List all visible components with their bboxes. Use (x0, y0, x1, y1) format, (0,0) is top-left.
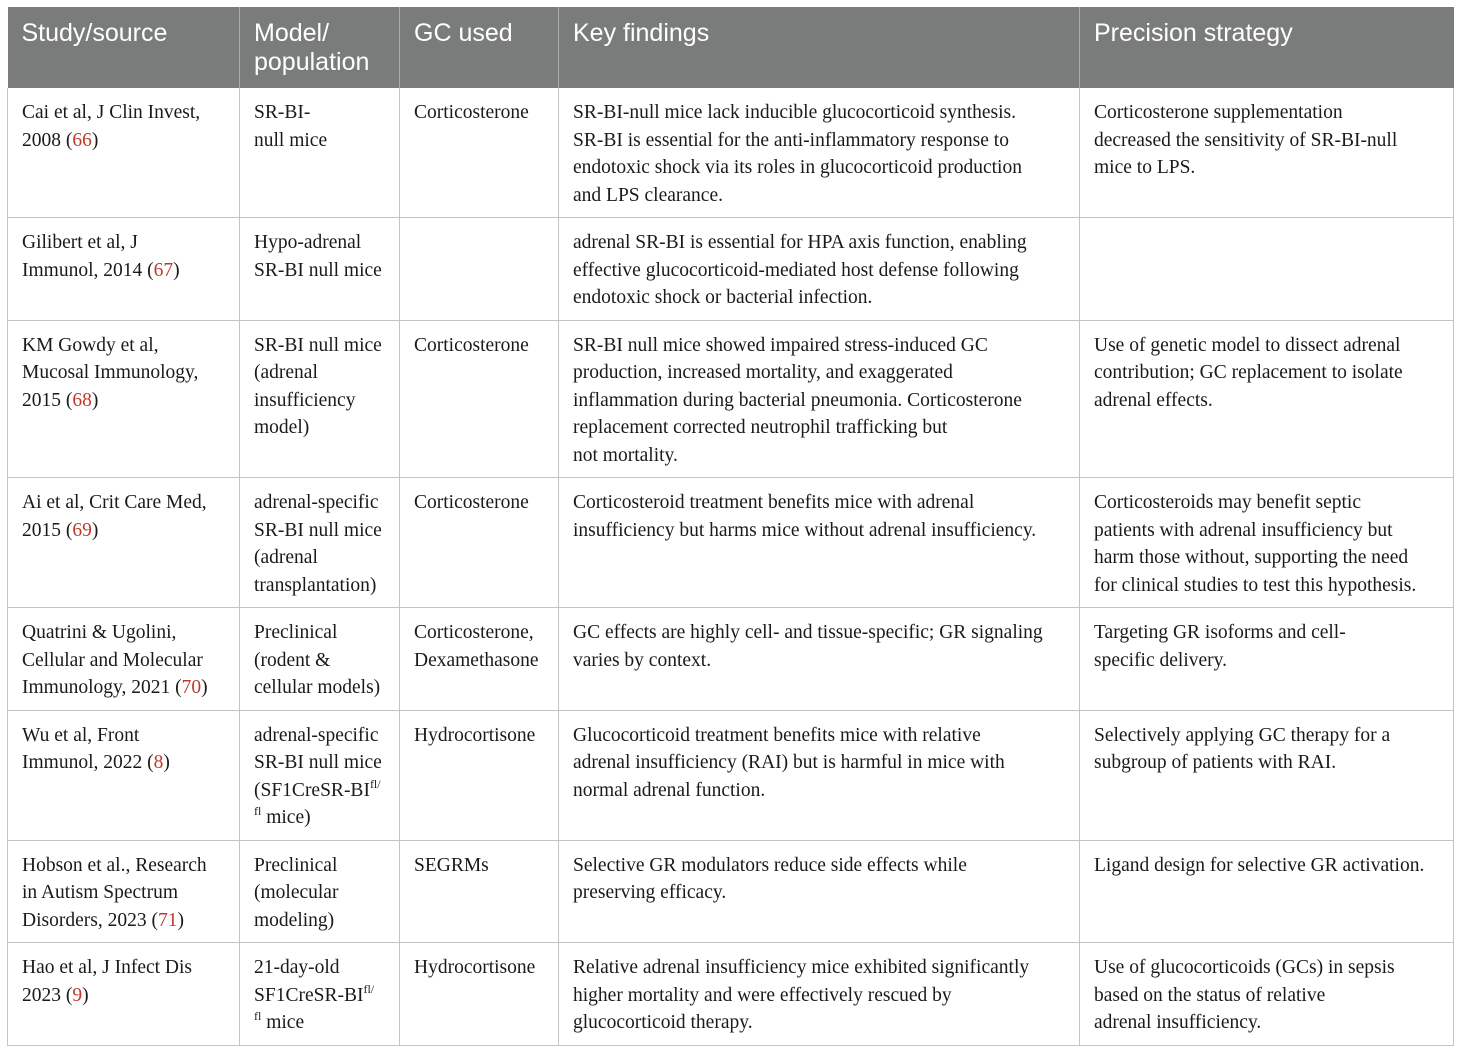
cell-model-population (240, 88, 400, 218)
cell-model-population (240, 840, 400, 943)
header-key-findings: Key findings (559, 7, 1080, 88)
cell-precision-strategy (1080, 88, 1454, 218)
model-line: SR-BI- (254, 102, 311, 123)
strategy-line: Ligand design for selective GR activation. (1094, 854, 1425, 876)
header-model-population-line: Model/ (254, 19, 330, 47)
model-line: SR-BI null mice (254, 752, 382, 773)
reference-number: 67 (153, 259, 174, 281)
cell-precision-strategy (1080, 478, 1454, 608)
strategy-line: patients with adrenal insufficiency but (1094, 519, 1393, 541)
model-line: adrenal-specific (254, 492, 379, 513)
header-gc-used: GC used (400, 7, 559, 88)
study-line: KM Gowdy et al, (22, 334, 159, 356)
strategy-line: adrenal insufficiency. (1094, 1012, 1262, 1033)
findings-line: varies by context. (573, 649, 712, 671)
cell-gc-used (400, 943, 559, 1046)
cell-study-source (8, 710, 240, 840)
findings-line: inflammation during bacterial pneumonia. Corticosterone (573, 389, 1022, 411)
findings-line: higher mortality and were effectively rescued by (573, 984, 952, 1006)
cell-gc-used (400, 320, 559, 478)
cell-study-source (8, 320, 240, 478)
table-row (8, 840, 1454, 943)
strategy-line: for clinical studies to test this hypothesis. (1094, 574, 1417, 596)
strategy-line: contribution; GC replacement to isolate (1094, 362, 1403, 383)
cell-study-source (8, 478, 240, 608)
header-precision-strategy: Precision strategy (1080, 7, 1454, 88)
gc-line: Corticosterone (414, 334, 529, 356)
reference-number: 70 (181, 677, 202, 698)
strategy-line: Corticosterone supplementation (1094, 102, 1343, 123)
gc-line: Corticosterone (414, 492, 529, 513)
study-line: Cai et al, J Clin Invest, (22, 102, 201, 123)
study-line: Cellular and Molecular (22, 649, 203, 671)
cell-key-findings (559, 840, 1080, 943)
table-row (8, 608, 1454, 711)
reference-number: 68 (72, 389, 92, 411)
cell-precision-strategy (1080, 840, 1454, 943)
model-line: (molecular (254, 882, 339, 903)
study-line: Hobson et al., Research (22, 854, 207, 876)
model-line: insufficiency (254, 389, 356, 411)
findings-line: effective glucocorticoid-mediated host defense following (573, 259, 1019, 281)
model-line: SR-BI null mice (254, 519, 382, 541)
cell-study-source (8, 608, 240, 711)
header-model-population-line: population (254, 48, 370, 76)
model-superscript: fl (254, 1009, 262, 1023)
study-line: Immunology, 2021 (70) (22, 677, 208, 698)
strategy-line: decreased the sensitivity of SR-BI-null (1094, 129, 1398, 151)
model-line: (adrenal (254, 362, 318, 383)
cell-precision-strategy (1080, 943, 1454, 1046)
gc-line: Hydrocortisone (414, 957, 536, 978)
model-line: (rodent & (254, 649, 331, 671)
cell-study-source (8, 943, 240, 1046)
study-line: Immunol, 2014 (67) (22, 259, 180, 281)
reference-number: 9 (72, 984, 83, 1006)
cell-model-population (240, 608, 400, 711)
model-line: ($SF1CreSR-BI^{fl/}$ (254, 776, 381, 801)
model-line: null mice (254, 129, 328, 151)
study-line: 2023 (9) (22, 984, 89, 1006)
table-row (8, 478, 1454, 608)
findings-line: endotoxic shock via its roles in glucocorticoid production (573, 157, 1022, 178)
header-row (8, 7, 1454, 88)
findings-line: replacement corrected neutrophil trafficking but (573, 417, 948, 438)
strategy-line: adrenal effects. (1094, 389, 1213, 411)
study-line: in Autism Spectrum (22, 882, 178, 903)
study-line: Mucosal Immunology, (22, 362, 199, 383)
study-line: Gilibert et al, J (22, 232, 138, 253)
model-line: $^{fl}$ mice) (254, 804, 311, 828)
cell-model-population (240, 710, 400, 840)
cell-model-population (240, 478, 400, 608)
findings-line: normal adrenal function. (573, 779, 766, 801)
model-line: model) (254, 417, 310, 438)
cell-gc-used (400, 478, 559, 608)
model-line: cellular models) (254, 677, 381, 698)
cell-precision-strategy (1080, 320, 1454, 478)
model-superscript: fl/ (369, 776, 381, 791)
study-table (7, 7, 1454, 1046)
model-line: (adrenal (254, 547, 318, 568)
gc-line: Dexamethasone (414, 649, 539, 671)
model-line: Preclinical (254, 622, 338, 643)
cell-key-findings (559, 710, 1080, 840)
gc-line: Corticosterone, (414, 622, 534, 643)
study-line: 2008 (66) (22, 129, 99, 151)
cell-study-source (8, 218, 240, 321)
cell-gc-used (400, 840, 559, 943)
model-line: modeling) (254, 909, 335, 931)
cell-gc-used (400, 710, 559, 840)
study-line: Hao et al, J Infect Dis (22, 957, 193, 978)
cell-gc-used (400, 218, 559, 321)
model-line: Preclinical (254, 854, 338, 876)
model-line: $^{fl}$ mice (254, 1009, 305, 1033)
cell-study-source (8, 88, 240, 218)
cell-model-population (240, 218, 400, 321)
findings-line: Relative adrenal insufficiency mice exhibited significantly (573, 957, 1030, 978)
findings-line: not mortality. (573, 444, 678, 466)
model-line: 21-day-old (254, 957, 340, 978)
table-header (8, 7, 1454, 88)
strategy-line: Corticosteroids may benefit septic (1094, 492, 1361, 513)
cell-key-findings (559, 608, 1080, 711)
cell-precision-strategy (1080, 608, 1454, 711)
gc-line: Corticosterone (414, 102, 529, 123)
model-line: Hypo-adrenal (254, 232, 362, 253)
reference-number: 8 (153, 752, 164, 773)
findings-line: insufficiency but harms mice without adrenal insufficiency. (573, 519, 1037, 541)
cell-model-population (240, 320, 400, 478)
findings-line: SR-BI null mice showed impaired stress-induced GC (573, 334, 988, 356)
reference-number: 69 (72, 519, 92, 541)
findings-line: Glucocorticoid treatment benefits mice with relative (573, 724, 981, 746)
header-study-source: Study/source (8, 7, 240, 88)
study-line: Quatrini & Ugolini, (22, 622, 177, 643)
study-line: 2015 (69) (22, 519, 99, 541)
model-line: SR-BI null mice (254, 334, 382, 356)
findings-line: Selective GR modulators reduce side effects while (573, 854, 967, 876)
model-line: $SF1CreSR-BI^{fl/}$ (254, 981, 375, 1006)
strategy-line: harm those without, supporting the need (1094, 547, 1409, 568)
strategy-line: Use of genetic model to dissect adrenal (1094, 334, 1401, 356)
findings-line: GC effects are highly cell- and tissue-specific; GR signaling (573, 622, 1043, 643)
findings-line: Corticosteroid treatment benefits mice with adrenal (573, 492, 975, 513)
reference-number: 71 (157, 909, 178, 931)
study-table-container (7, 7, 1453, 1046)
cell-key-findings (559, 88, 1080, 218)
model-superscript: fl/ (363, 981, 375, 996)
cell-key-findings (559, 320, 1080, 478)
strategy-line: mice to LPS. (1094, 157, 1196, 178)
reference-number: 66 (72, 129, 92, 151)
cell-study-source (8, 840, 240, 943)
table-row (8, 943, 1454, 1046)
cell-model-population (240, 943, 400, 1046)
study-line: Disorders, 2023 (71) (22, 909, 184, 931)
findings-line: production, increased mortality, and exaggerated (573, 362, 953, 383)
cell-gc-used (400, 608, 559, 711)
cell-key-findings (559, 218, 1080, 321)
cell-key-findings (559, 478, 1080, 608)
strategy-line: based on the status of relative (1094, 984, 1326, 1006)
strategy-line: Use of glucocorticoids (GCs) in sepsis (1094, 957, 1395, 978)
findings-line: preserving efficacy. (573, 882, 727, 903)
findings-line: and LPS clearance. (573, 184, 723, 206)
table-body (8, 88, 1454, 1045)
cell-precision-strategy (1080, 218, 1454, 321)
findings-line: adrenal SR-BI is essential for HPA axis function, enabling (573, 232, 1027, 253)
gc-line: Hydrocortisone (414, 724, 536, 746)
strategy-line: Targeting GR isoforms and cell- (1094, 622, 1346, 643)
study-line: 2015 (68) (22, 389, 99, 411)
study-line: Immunol, 2022 (8) (22, 752, 170, 773)
study-line: Ai et al, Crit Care Med, (22, 492, 207, 513)
findings-line: SR-BI is essential for the anti-inflammatory response to (573, 129, 1009, 151)
model-line: SR-BI null mice (254, 259, 382, 281)
findings-line: glucocorticoid therapy. (573, 1012, 753, 1033)
table-row (8, 320, 1454, 478)
table-row (8, 710, 1454, 840)
cell-precision-strategy (1080, 710, 1454, 840)
study-line: Wu et al, Front (22, 724, 140, 746)
gc-line: SEGRMs (414, 854, 489, 876)
findings-line: endotoxic shock or bacterial infection. (573, 287, 873, 308)
cell-gc-used (400, 88, 559, 218)
model-line: adrenal-specific (254, 724, 379, 746)
table-row (8, 218, 1454, 321)
findings-line: SR-BI-null mice lack inducible glucocorticoid synthesis. (573, 102, 1016, 123)
cell-key-findings (559, 943, 1080, 1046)
strategy-line: Selectively applying GC therapy for a (1094, 724, 1391, 746)
findings-line: adrenal insufficiency (RAI) but is harmful in mice with (573, 752, 1005, 773)
model-superscript: fl (254, 804, 262, 818)
table-row (8, 88, 1454, 218)
header-model-population (240, 7, 400, 88)
model-line: transplantation) (254, 574, 377, 596)
strategy-line: specific delivery. (1094, 649, 1228, 671)
strategy-line: subgroup of patients with RAI. (1094, 752, 1337, 773)
